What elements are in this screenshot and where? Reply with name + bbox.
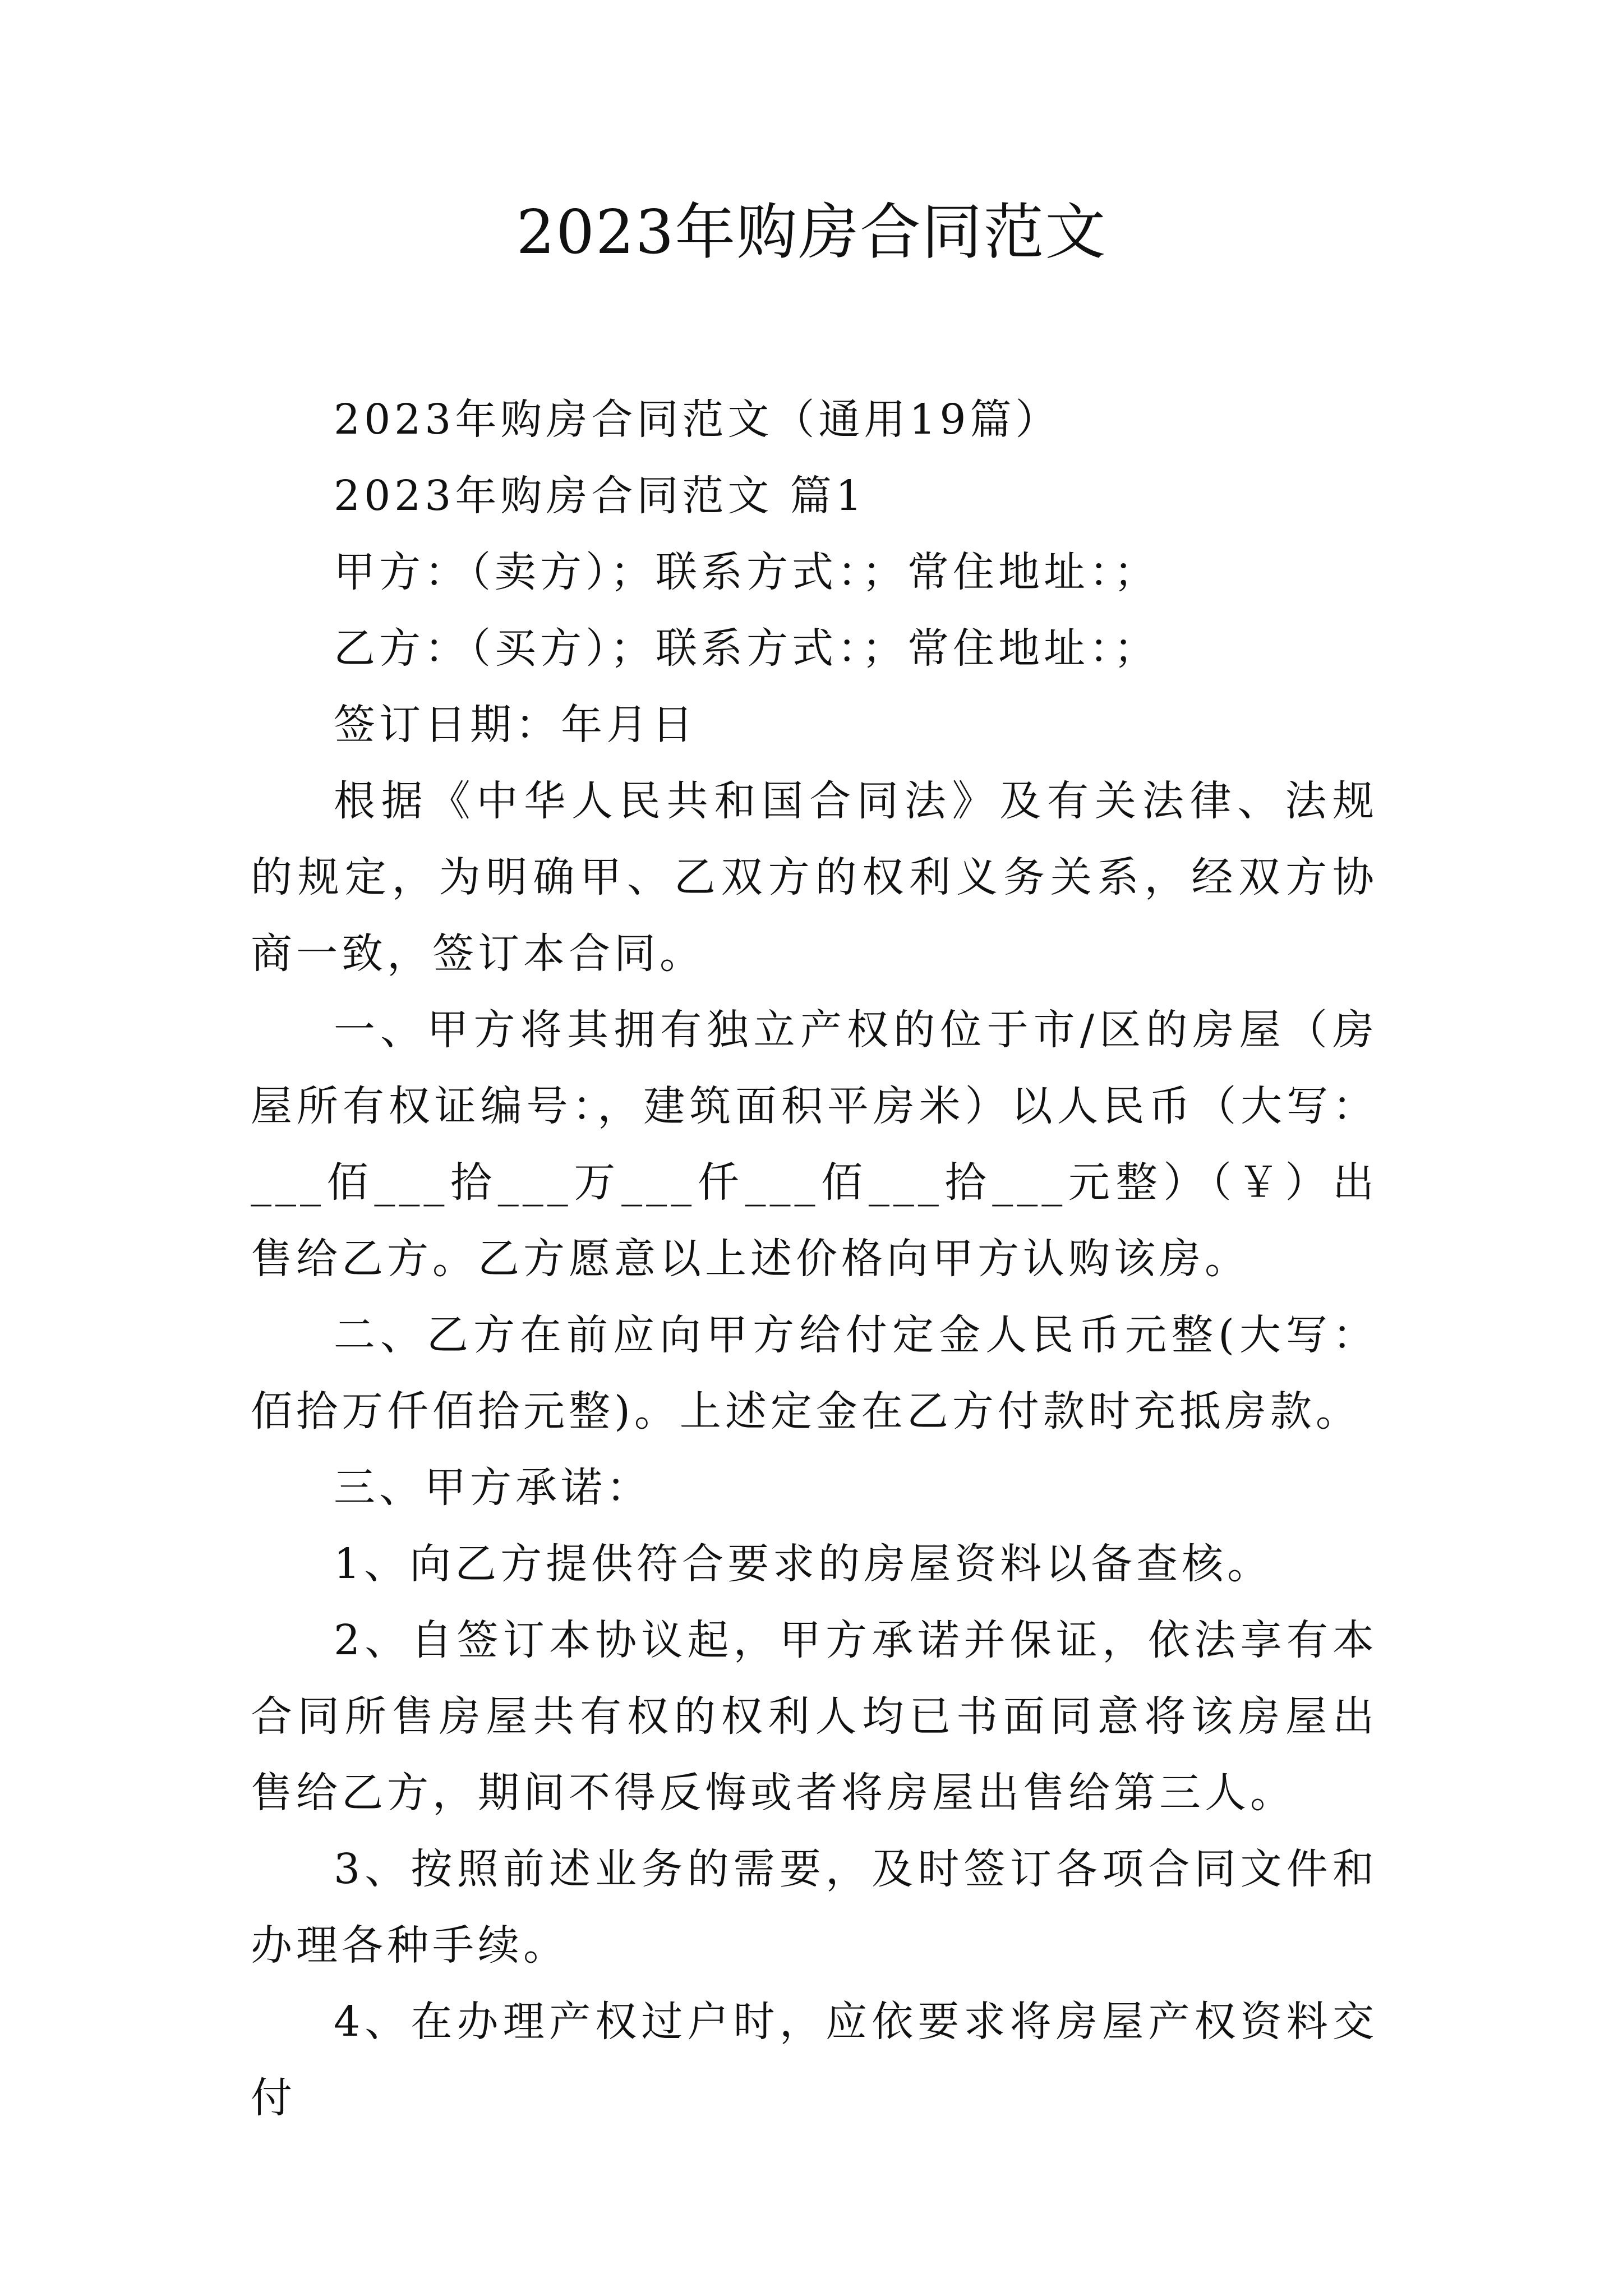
clause-one-paragraph: 一、甲方将其拥有独立产权的位于市/区的房屋（房屋所有权证编号：，建筑面积平房米）以人民币（大写：___佰___拾___万___仟___佰___拾___元整）（￥）出售给乙方。乙方愿意以上述价格向甲方认购该房。: [251, 1006, 1378, 1283]
clause-two-paragraph: 二、乙方在前应向甲方给付定金人民币元整(大写：佰拾万仟佰拾元整)。上述定金在乙方付款时充抵房款。: [251, 1311, 1378, 1435]
preamble-paragraph: 根据《中华人民共和国合同法》及有关法律、法规的规定，为明确甲、乙双方的权利义务关系，经双方协商一致，签订本合同。: [251, 777, 1378, 978]
signing-date-line: 签订日期：年月日: [334, 701, 697, 749]
commitment-item-4: 4、在办理产权过户时，应依要求将房屋产权资料交付: [251, 1998, 1378, 2122]
commitment-item-2: 2、自签订本协议起，甲方承诺并保证，依法享有本合同所售房屋共有权的权利人均已书面同意将该房屋出售给乙方，期间不得反悔或者将房屋出售给第三人。: [251, 1616, 1378, 1817]
document-title: 2023年购房合同范文: [516, 197, 1107, 268]
party-b-line: 乙方：（买方）；联系方式：；常住地址：；: [334, 624, 1159, 673]
section-heading: 2023年购房合同范文 篇1: [334, 472, 866, 520]
commitment-item-3: 3、按照前述业务的需要，及时签订各项合同文件和办理各种手续。: [251, 1845, 1378, 1970]
clause-three-heading: 三、甲方承诺：: [334, 1464, 652, 1512]
subtitle-line: 2023年购房合同范文（通用19篇）: [334, 395, 1061, 444]
party-a-line: 甲方：（卖方）；联系方式：；常住地址：；: [334, 548, 1159, 596]
document-body: [251, 381, 1378, 2136]
commitment-item-1: 1、向乙方提供符合要求的房屋资料以备查核。: [334, 1540, 1273, 1588]
